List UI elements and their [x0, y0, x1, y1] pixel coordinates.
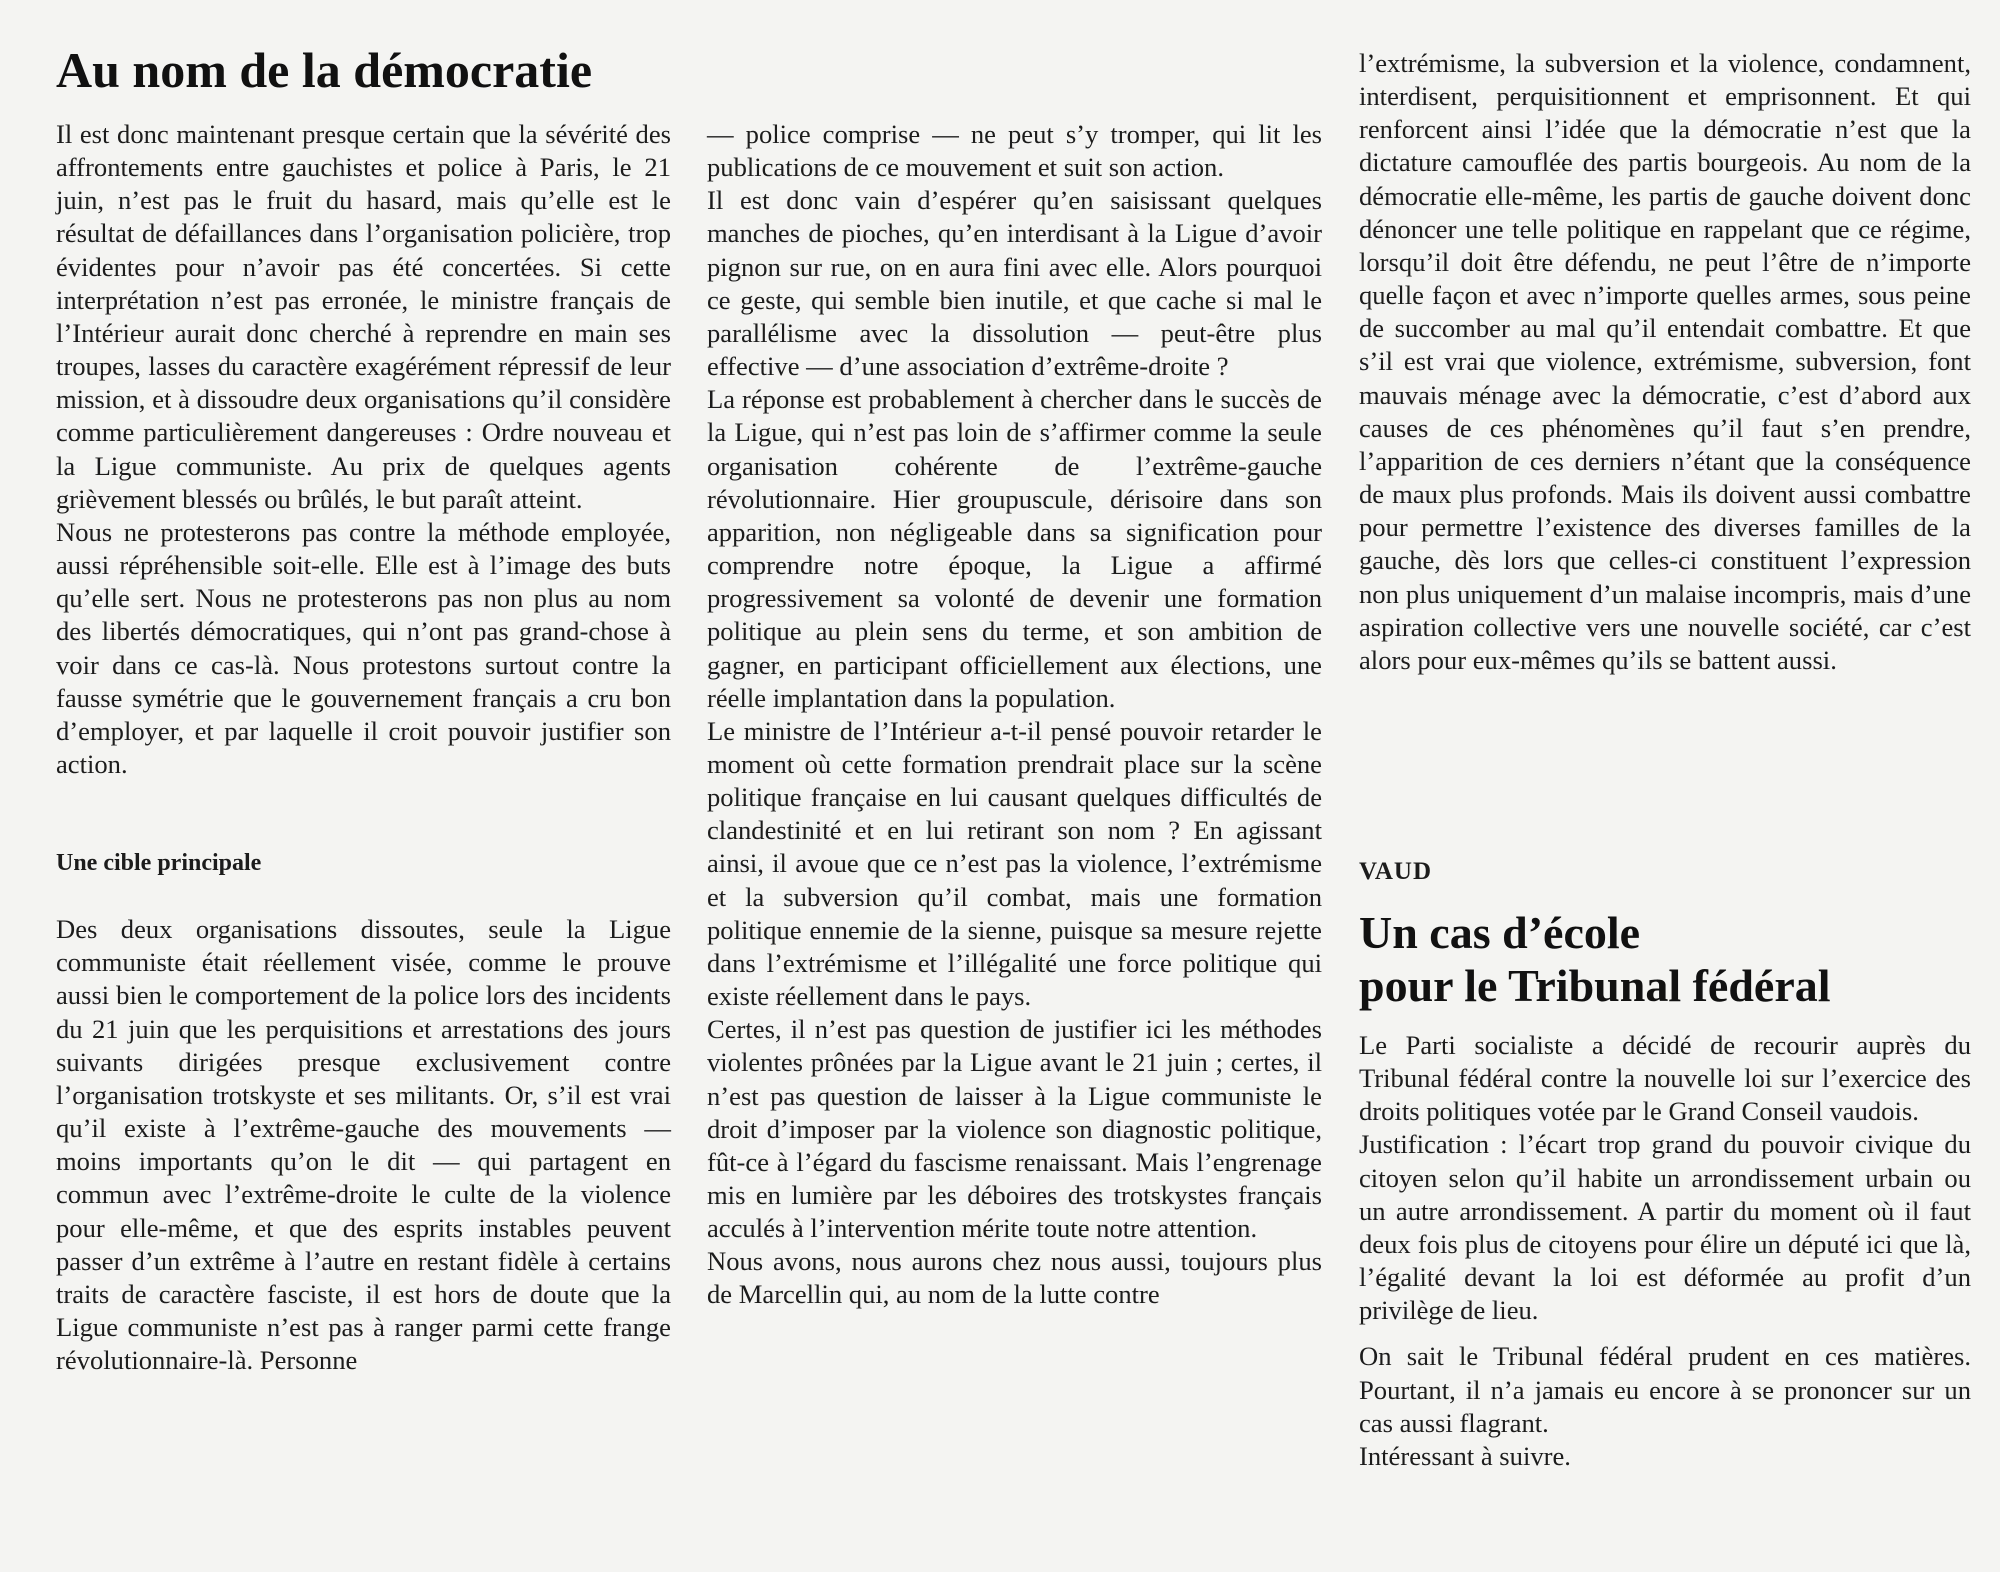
- article-2-title: [1359, 906, 1831, 1012]
- section-label: VAUD: [1359, 858, 1432, 885]
- paragraph: — police comprise — ne peut s’y tromper, qui lit les publications de ce mouvement et suit son action.: [707, 119, 1322, 183]
- title-line: Un cas d’école: [1359, 907, 1641, 958]
- paragraph: Le ministre de l’Intérieur a-t-il pensé pouvoir retarder le moment où cette formation prendrait place sur la scène politique française en lui causant quelques difficultés de clandestinité et en lui retirant son nom ? En agissant ainsi, il avoue que ce n’est pas la violence, l’extrémisme et la subversion qu’il combat, mais une formation politique ennemie de la sienne, puisque sa mesure rejette dans l’extrémisme et l’illégalité une force politique qui existe réellement dans le pays.: [707, 715, 1322, 1012]
- paragraph: Nous ne protesterons pas contre la méthode employée, aussi répréhensible soit-elle. Elle est à l’image des buts qu’elle sert. Nous ne protesterons pas non plus au nom des libertés démocratiques, qui n’ont pas grand-chose à voir dans ce cas-là. Nous protestons surtout contre la fausse symétrie que le gouvernement français a cru bon d’employer, et par laquelle il croit pouvoir justifier son action.: [56, 516, 671, 779]
- paragraph: Justification : l’écart trop grand du pouvoir civique du citoyen selon qu’il habite un arrondissement urbain ou un autre arrondissement. A partir du moment où il faut deux fois plus de citoyens pour élire un député ici que là, l’égalité devant la loi est déformée au profit d’un privilège de lieu.: [1359, 1129, 1971, 1326]
- paragraph: Des deux organisations dissoutes, seule la Ligue communiste était réellement visée, comme le prouve aussi bien le comportement de la police lors des incidents du 21 juin que les perquisitions et arrestations des jours suivants dirigées presque exclusivement contre l’organisation trotskyste et ses militants. Or, s’il est vrai qu’il existe à l’extrême-gauche des mouvements — moins importants qu’on le dit — qui partagent en commun avec l’extrême-droite le culte de la violence pour elle-même, et que des esprits instables peuvent passer d’un extrême à l’autre en restant fidèle à certains traits de caractère fasciste, il est hors de doute que la Ligue communiste n’est pas à ranger parmi cette frange révolutionnaire-là. Personne: [56, 914, 671, 1376]
- paragraph: l’extrémisme, la subversion et la violence, condamnent, interdisent, perquisitionnent et emprisonnent. Et qui renforcent ainsi l’idée que la démocratie n’est que la dictature camouflée des partis bourgeois. Au nom de la démocratie elle-même, les partis de gauche doivent donc dénoncer une telle politique en rappelant que ce régime, lorsqu’il doit être défendu, ne peut l’être de n’importe quelle façon et avec n’importe quelles armes, sous peine de succomber au mal qu’il entendait combattre. Et que s’il est vrai que violence, extrémisme, subversion, font mauvais ménage avec la démocratie, c’est d’abord aux causes de ces phénomènes qu’il faut s’en prendre, l’apparition de ces derniers n’étant que la conséquence de maux plus profonds. Mais ils doivent aussi combattre pour permettre l’existence des diverses familles de la gauche, dès lors que celles-ci constituent l’expression non plus uniquement d’un malaise incompris, mais d’une aspiration collective vers une nouvelle société, car c’est alors pour eux-mêmes qu’ils se battent aussi.: [1359, 48, 1971, 675]
- article-2-body: [1359, 1029, 1971, 1473]
- article-title: Au nom de la démocratie: [56, 42, 593, 98]
- title-line: pour le Tribunal fédéral: [1359, 960, 1831, 1011]
- paragraph: On sait le Tribunal fédéral prudent en ces matières. Pourtant, il n’a jamais eu encore à se prononcer sur un cas aussi flagrant.: [1359, 1341, 1971, 1438]
- paragraph: Il est donc vain d’espérer qu’en saisissant quelques manches de pioches, qu’en interdisant à la Ligue d’avoir pignon sur rue, on en aura fini avec elle. Alors pourquoi ce geste, qui semble bien inutile, et que cache si mal le parallélisme avec la dissolution — peut-être plus effective — d’une association d’extrême-droite ?: [707, 185, 1322, 382]
- subheading: Une cible principale: [56, 850, 262, 877]
- paragraph: Il est donc maintenant presque certain que la sévérité des affrontements entre gauchistes et police à Paris, le 21 juin, n’est pas le fruit du hasard, mais qu’elle est le résultat de défaillances dans l’organisation policière, trop évidentes pour n’avoir pas été concertées. Si cette interprétation n’est pas erronée, le ministre français de l’Intérieur aurait donc cherché à reprendre en main ses troupes, lasses du caractère exagérément répressif de leur mission, et à dissoudre deux organisations qu’il considère comme particulièrement dangereuses : Ordre nouveau et la Ligue communiste. Au prix de quelques agents grièvement blessés ou brûlés, le but paraît atteint.: [56, 119, 671, 514]
- paragraph: Le Parti socialiste a décidé de recourir auprès du Tribunal fédéral contre la nouvelle loi sur l’exercice des droits politiques votée par le Grand Conseil vaudois.: [1359, 1030, 1971, 1127]
- paragraph: Certes, il n’est pas question de justifier ici les méthodes violentes prônées par la Ligue avant le 21 juin ; certes, il n’est pas question de laisser à la Ligue communiste le droit d’imposer par la violence son diagnostic politique, fût-ce à l’égard du fascisme renaissant. Mais l’engrenage mis en lumière par les déboires des trotskystes français acculés à l’intervention mérite toute notre attention.: [707, 1014, 1322, 1244]
- paragraph: Nous avons, nous aurons chez nous aussi, toujours plus de Marcellin qui, au nom de la lutte contre: [707, 1246, 1322, 1310]
- article-column-3: [1359, 47, 1971, 677]
- paragraph: La réponse est probablement à chercher dans le succès de la Ligue, qui n’est pas loin de s’affirmer comme la seule organisation cohérente de l’extrême-gauche révolutionnaire. Hier groupuscule, dérisoire dans son apparition, non négligeable dans sa signification pour comprendre notre époque, la Ligue a affirmé progressivement sa volonté de devenir une formation politique au plein sens du terme, et son ambition de gagner, en participant officiellement aux élections, une réelle implantation dans la population.: [707, 384, 1322, 713]
- article-column-1: [56, 118, 671, 1377]
- article-column-2: [707, 118, 1322, 1312]
- paragraph: Intéressant à suivre.: [1359, 1440, 1571, 1471]
